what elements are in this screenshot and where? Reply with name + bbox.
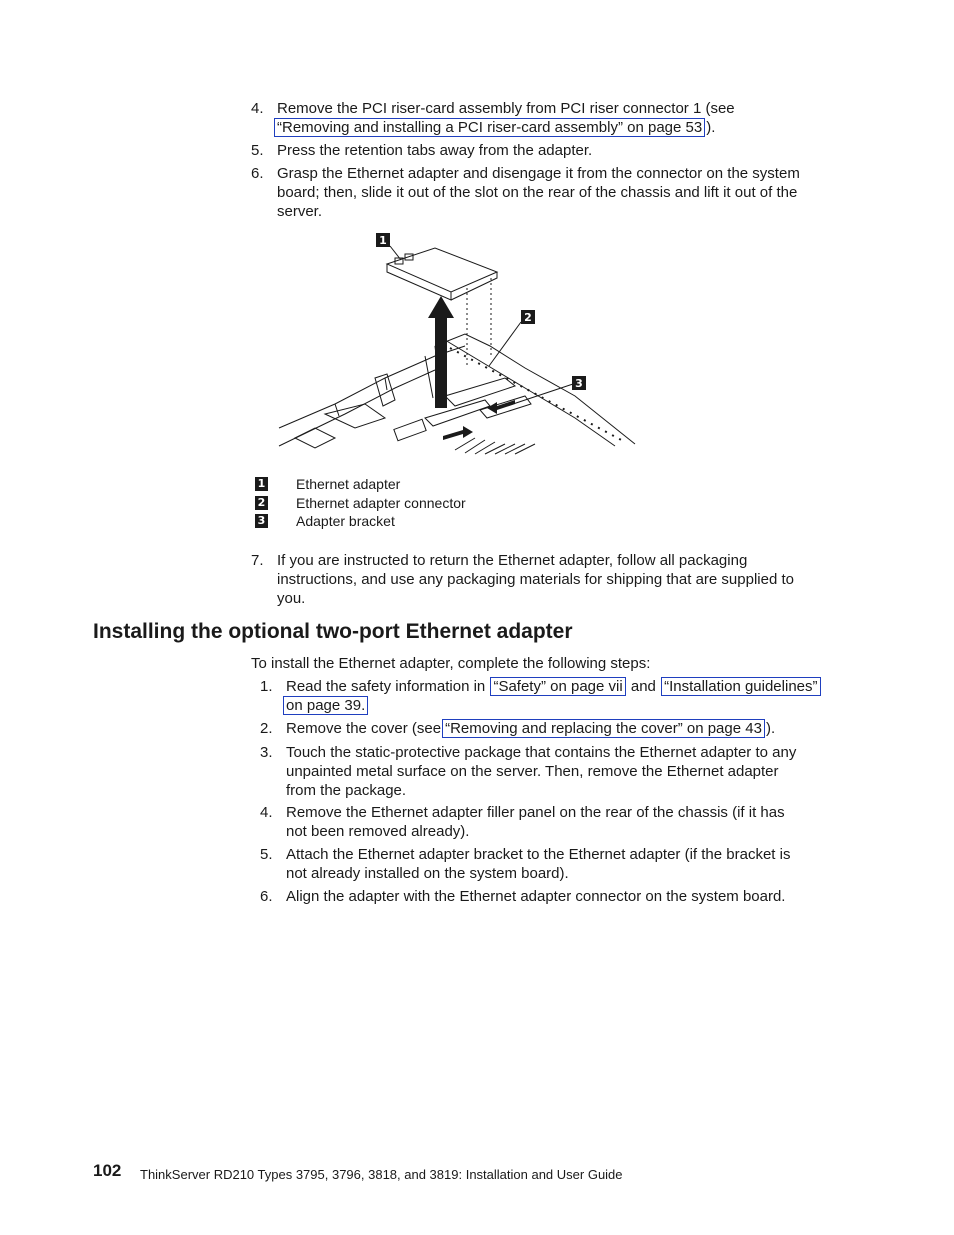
step-text-line: from the package.	[286, 782, 407, 799]
step-number: 3.	[260, 744, 273, 761]
legend-label: Ethernet adapter connector	[296, 495, 466, 511]
step-text-end: ).	[706, 119, 716, 136]
step-text: and	[630, 678, 656, 695]
step-number: 6.	[251, 165, 264, 182]
link-removing-cover[interactable]: “Removing and replacing the cover” on page 43	[442, 719, 765, 738]
legend-label: Ethernet adapter	[296, 476, 401, 492]
install-step-2-remove-cover	[260, 719, 850, 739]
step-text-line: Remove the Ethernet adapter filler panel on the rear of the chassis (if it has	[286, 804, 785, 821]
legend-callout: 2	[255, 496, 268, 510]
step-text: Remove the cover (see	[286, 720, 442, 737]
install-step-6-align-adapter	[260, 887, 850, 907]
callout-3-label: 3	[575, 377, 583, 390]
callout-1-label: 1	[379, 234, 387, 247]
step-5-retention-tabs	[251, 141, 851, 161]
step-number: 5.	[251, 142, 264, 159]
link-installation-guidelines[interactable]: “Installation guidelines”	[661, 677, 820, 696]
step-text-line: you.	[277, 590, 306, 607]
section-heading: Installing the optional two-port Ethernet adapter	[93, 620, 573, 643]
figure-legend-item-1	[255, 475, 555, 493]
step-7-return-adapter	[251, 551, 851, 611]
step-4-remove-riser	[251, 99, 851, 139]
footer-title: ThinkServer RD210 Types 3795, 3796, 3818, and 3819: Installation and User Guide	[140, 1167, 623, 1182]
install-step-5-attach-bracket	[260, 845, 850, 885]
legend-label: Adapter bracket	[296, 513, 395, 529]
step-text-line: Grasp the Ethernet adapter and disengage it from the connector on the system	[277, 165, 800, 182]
section-intro: To install the Ethernet adapter, complete the following steps:	[251, 655, 651, 672]
page-number: 102	[93, 1161, 122, 1180]
figure-legend-item-2	[255, 494, 555, 512]
step-text-line: board; then, slide it out of the slot on the rear of the chassis and lift it out of the	[277, 184, 798, 201]
step-number: 4.	[260, 804, 273, 821]
install-step-3-static-package	[260, 743, 850, 803]
step-number: 1.	[260, 678, 273, 695]
step-text-line: instructions, and use any packaging materials for shipping that are supplied to	[277, 571, 794, 588]
step-text-line: server.	[277, 203, 323, 220]
figure-legend-item-3	[255, 512, 555, 530]
step-number: 7.	[251, 552, 264, 569]
step-text-line: Touch the static-protective package that contains the Ethernet adapter to any	[286, 744, 797, 761]
callout-2-label: 2	[524, 311, 532, 324]
link-riser-card-assembly[interactable]: “Removing and installing a PCI riser-card assembly” on page 53	[274, 118, 705, 137]
step-text-end: ).	[765, 720, 776, 737]
ethernet-adapter-removal-illustration	[275, 228, 640, 456]
step-6-disengage-adapter	[251, 164, 851, 224]
step-text: Remove the PCI riser-card assembly from PCI riser connector 1 (see	[277, 100, 735, 117]
step-text-line: not already installed on the system board).	[286, 865, 569, 882]
step-text: Read the safety information in	[286, 678, 486, 695]
legend-callout: 1	[255, 477, 268, 491]
step-number: 4.	[251, 100, 264, 117]
step-text-line: If you are instructed to return the Ethernet adapter, follow all packaging	[277, 552, 748, 569]
link-installation-guidelines-page[interactable]: on page 39.	[283, 696, 368, 715]
step-text-line: not been removed already).	[286, 823, 470, 840]
install-step-4-filler-panel	[260, 803, 850, 843]
step-number: 6.	[260, 888, 273, 905]
step-text-line: unpainted metal surface on the server. Then, remove the Ethernet adapter	[286, 763, 779, 780]
link-safety[interactable]: “Safety” on page vii	[490, 677, 625, 696]
step-number: 2.	[260, 720, 273, 737]
legend-callout: 3	[255, 514, 268, 528]
step-text: Align the adapter with the Ethernet adapter connector on the system board.	[286, 888, 786, 905]
install-step-1-safety	[260, 677, 850, 717]
step-number: 5.	[260, 846, 273, 863]
step-text: Press the retention tabs away from the adapter.	[277, 142, 593, 159]
step-text-line: Attach the Ethernet adapter bracket to the Ethernet adapter (if the bracket is	[286, 846, 791, 863]
